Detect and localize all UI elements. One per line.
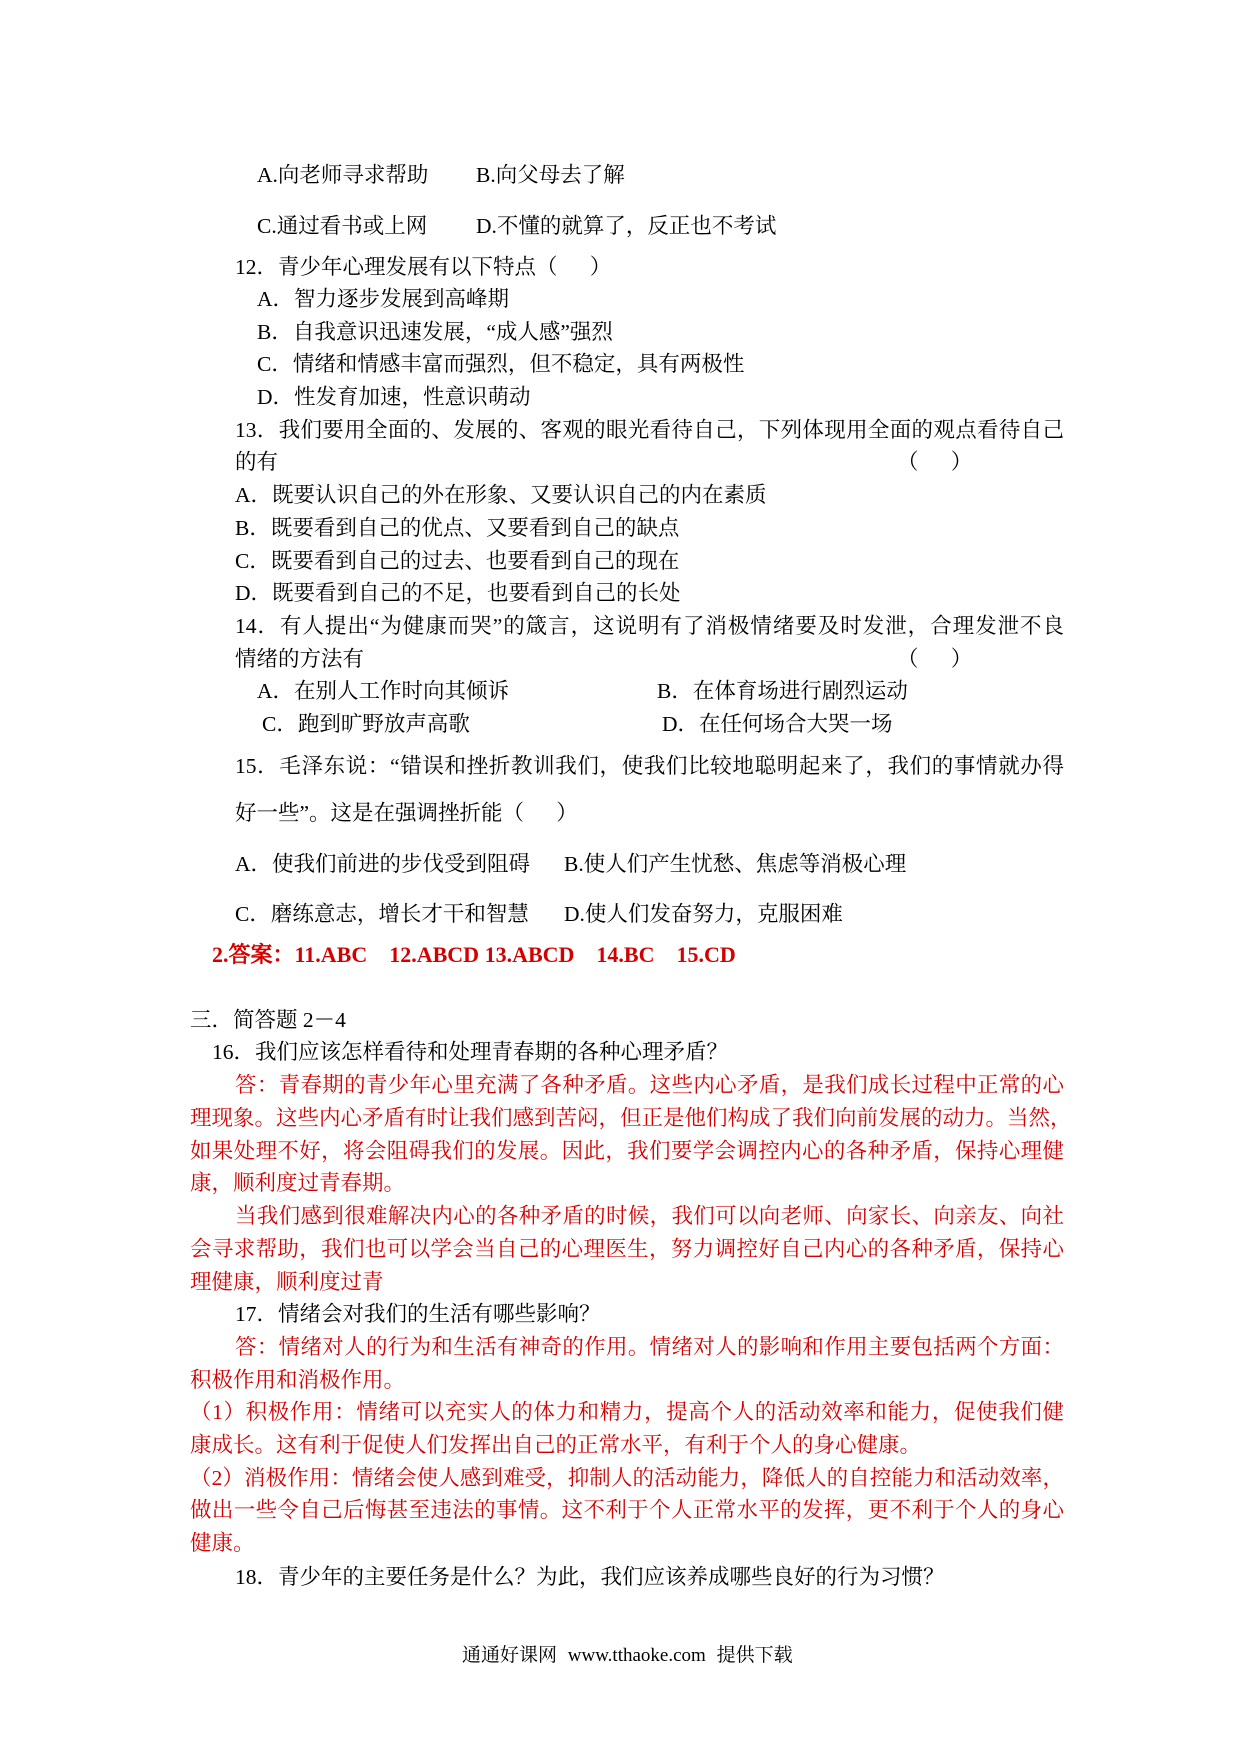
question-14-stem-line: 14．有人提出“为健康而哭”的箴言，这说明有了消极情绪要及时发泄，合理发泄不良 bbox=[235, 614, 1064, 638]
question-12-option-a: A．智力逐步发展到高峰期 bbox=[257, 287, 510, 311]
answer-17-line: 做出一些令自己后悔甚至违法的事情。这不利于个人正常水平的发挥，更不利于个人的身心 bbox=[190, 1498, 1064, 1522]
question-11-option-d: D.不懂的就算了，反正也不考试 bbox=[476, 214, 777, 238]
question-12-option-c: C．情绪和情感丰富而强烈，但不稳定，具有两极性 bbox=[257, 352, 745, 376]
question-15-stem-line: 好一些”。这是在强调挫折能（ ） bbox=[235, 801, 578, 825]
answer-17-line: 积极作用和消极作用。 bbox=[190, 1368, 406, 1392]
question-14-option-c: C．跑到旷野放声高歌 bbox=[262, 712, 470, 736]
question-11-option-a: A.向老师寻求帮助 bbox=[257, 163, 429, 187]
answer-16-line: 会寻求帮助，我们也可以学会当自己的心理医生，努力调控好自己内心的各种矛盾，保持心 bbox=[190, 1237, 1064, 1261]
question-14-option-b: B．在体育场进行剧烈运动 bbox=[657, 679, 908, 703]
answer-17-line: （1）积极作用：情绪可以充实人的体力和精力，提高个人的活动效率和能力，促使我们健 bbox=[190, 1400, 1064, 1424]
answer-16-line: 理现象。这些内心矛盾有时让我们感到苦闷，但正是他们构成了我们向前发展的动力。当然， bbox=[190, 1106, 1072, 1130]
question-13-stem-line: 的有 bbox=[235, 450, 279, 474]
section-heading: 三．简答题 2－4 bbox=[190, 1008, 346, 1032]
question-12-option-b: B．自我意识迅速发展，“成人感”强烈 bbox=[257, 320, 613, 344]
question-13-stem-line: 13．我们要用全面的、发展的、客观的眼光看待自己，下列体现用全面的观点看待自己 bbox=[235, 418, 1064, 442]
answer-16-line: 答：青春期的青少年心里充满了各种矛盾。这些内心矛盾，是我们成长过程中正常的心 bbox=[235, 1073, 1064, 1097]
question-14-option-d: D．在任何场合大哭一场 bbox=[662, 712, 893, 736]
question-15-option-c: C．磨练意志，增长才干和智慧 bbox=[235, 902, 529, 926]
answer-16-line: 理健康，顺利度过青 bbox=[190, 1270, 384, 1294]
question-14-stem-line: 情绪的方法有 bbox=[235, 647, 365, 671]
page-footer: 通通好课网 www.tthaoke.com 提供下载 bbox=[462, 1645, 793, 1666]
answer-16-line: 当我们感到很难解决内心的各种矛盾的时候，我们可以向老师、向家长、向亲友、向社 bbox=[235, 1204, 1064, 1228]
answer-17-line: 康成长。这有利于促使人们发挥出自己的正常水平，有利于个人的身心健康。 bbox=[190, 1433, 922, 1457]
answer-17-line: （2）消极作用：情绪会使人感到难受，抑制人的活动能力，降低人的自控能力和活动效率， bbox=[190, 1466, 1064, 1490]
question-11-option-c: C.通过看书或上网 bbox=[257, 214, 428, 238]
question-17-text: 17．情绪会对我们的生活有哪些影响？ bbox=[235, 1302, 601, 1326]
question-11-option-b: B.向父母去了解 bbox=[476, 163, 625, 187]
question-12-option-d: D．性发育加速，性意识萌动 bbox=[257, 385, 531, 409]
answer-17-line: 答：情绪对人的行为和生活有神奇的作用。情绪对人的影响和作用主要包括两个方面： bbox=[235, 1335, 1064, 1359]
question-14-answer-blank: （ ） bbox=[897, 647, 973, 671]
question-18-text: 18．青少年的主要任务是什么？为此，我们应该养成哪些良好的行为习惯？ bbox=[235, 1565, 945, 1589]
question-13-option-b: B．既要看到自己的优点、又要看到自己的缺点 bbox=[235, 516, 680, 540]
question-13-option-d: D．既要看到自己的不足，也要看到自己的长处 bbox=[235, 581, 681, 605]
question-16-text: 16．我们应该怎样看待和处理青春期的各种心理矛盾？ bbox=[212, 1040, 729, 1064]
question-13-option-a: A．既要认识自己的外在形象、又要认识自己的内在素质 bbox=[235, 483, 767, 507]
question-15-option-d: D.使人们发奋努力，克服困难 bbox=[564, 902, 843, 926]
answer-16-line: 如果处理不好，将会阻碍我们的发展。因此，我们要学会调控内心的各种矛盾，保持心理健 bbox=[190, 1139, 1064, 1163]
question-15-stem-line: 15．毛泽东说：“错误和挫折教训我们，使我们比较地聪明起来了，我们的事情就办得 bbox=[235, 754, 1064, 778]
question-15-option-a: A．使我们前进的步伐受到阻碍 bbox=[235, 852, 531, 876]
question-15-option-b: B.使人们产生忧愁、焦虑等消极心理 bbox=[564, 852, 907, 876]
answer-key: 2.答案：11.ABC 12.ABCD 13.ABCD 14.BC 15.CD bbox=[212, 942, 736, 967]
answer-17-line: 健康。 bbox=[190, 1531, 255, 1555]
question-12-stem: 12．青少年心理发展有以下特点（ ） bbox=[235, 255, 612, 279]
question-13-option-c: C．既要看到自己的过去、也要看到自己的现在 bbox=[235, 549, 680, 573]
question-13-answer-blank: （ ） bbox=[897, 450, 973, 474]
question-14-option-a: A．在别人工作时向其倾诉 bbox=[257, 679, 510, 703]
answer-16-line: 康，顺利度过青春期。 bbox=[190, 1171, 406, 1195]
